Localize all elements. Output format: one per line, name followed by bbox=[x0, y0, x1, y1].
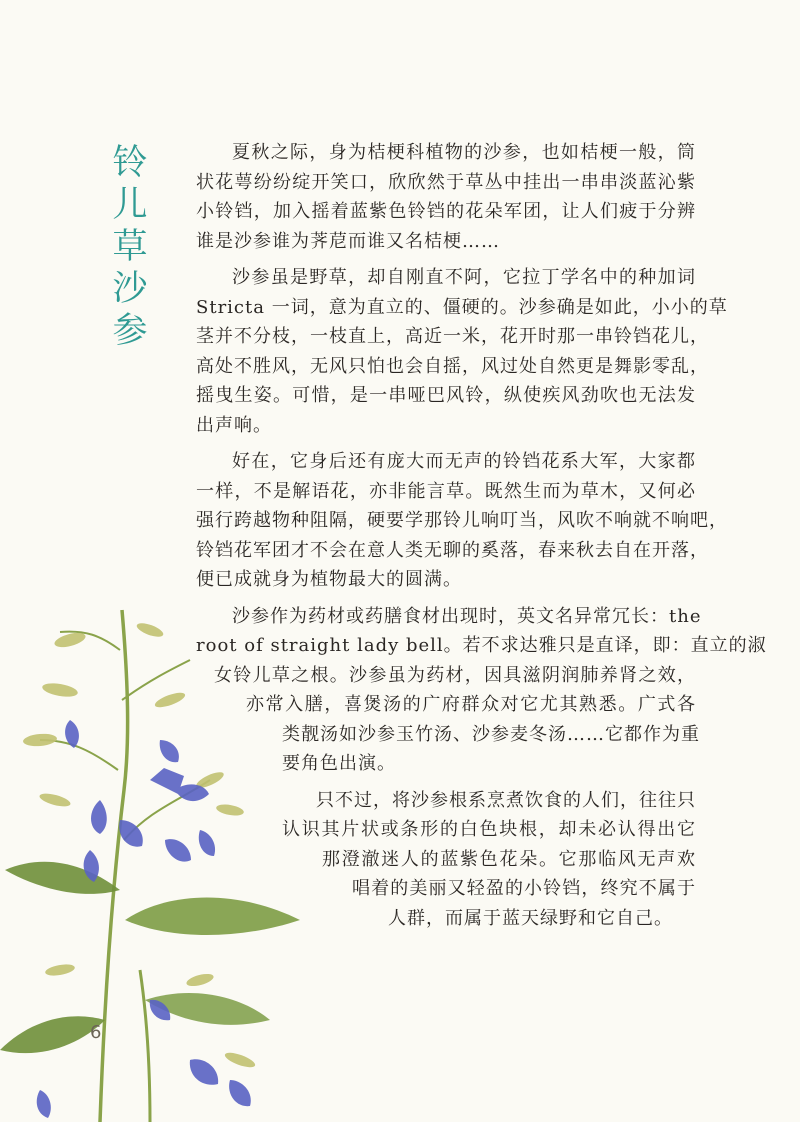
text-line: 夏秋之际，身为桔梗科植物的沙参，也如桔梗一般，筒 bbox=[232, 142, 696, 163]
text-line: 唱着的美丽又轻盈的小铃铛，终究不属于 bbox=[352, 878, 696, 899]
text-line: 便已成就身为植物最大的圆满。 bbox=[196, 569, 462, 590]
text-line: 状花萼纷纷绽开笑口，欣欣然于草丛中挂出一串串淡蓝沁紫 bbox=[196, 171, 696, 193]
text-line: 茎并不分枝，一枝直上，高近一米，花开时那一串铃铛花儿， bbox=[196, 326, 709, 347]
text-line: Stricta 一词，意为直立的、僵硬的。沙参确是如此，小小的草 bbox=[196, 296, 728, 318]
text-line: 沙参作为药材或药膳食材出现时，英文名异常冗长：the bbox=[232, 605, 702, 627]
text-line: 亦常入膳，喜煲汤的广府群众对它尤其熟悉。广式各 bbox=[246, 694, 696, 715]
text-line: 出声响。 bbox=[196, 414, 272, 436]
text-line: root of straight lady bell。若不求达雅只是直译，即：直立的淑 bbox=[196, 635, 767, 656]
text-line: 摇曳生姿。可惜，是一串哑巴风铃，纵使疾风劲吹也无法发 bbox=[196, 385, 696, 406]
page-number: 6 bbox=[90, 1022, 102, 1043]
text-line: 强行跨越物种阻隔，硬要学那铃儿响叮当，风吹不响就不响吧， bbox=[196, 510, 728, 531]
text-line: 好在，它身后还有庞大而无声的铃铛花系大军，大家都 bbox=[232, 451, 696, 472]
bellflower-plant-illustration bbox=[0, 590, 320, 1122]
text-line: 谁是沙参谁为荠苨而谁又名桔梗…… bbox=[196, 230, 500, 252]
text-line: 一样，不是解语花，亦非能言草。既然生而为草木，又何必 bbox=[196, 480, 696, 502]
text-line: 要角色出演。 bbox=[282, 753, 396, 774]
text-line: 小铃铛，加入摇着蓝紫色铃铛的花朵军团，让人们疲于分辨 bbox=[196, 201, 696, 222]
text-line: 类靓汤如沙参玉竹汤、沙参麦冬汤……它都作为重 bbox=[282, 723, 700, 745]
text-line: 沙参虽是野草，却自刚直不阿，它拉丁学名中的种加词 bbox=[232, 267, 696, 288]
text-line: 那澄澈迷人的蓝紫色花朵。它那临风无声欢 bbox=[322, 848, 696, 870]
vertical-title: 铃儿草沙参 bbox=[112, 143, 148, 351]
text-line: 高处不胜风，无风只怕也会自摇，风过处自然更是舞影零乱， bbox=[196, 355, 709, 377]
text-line: 认识其片状或条形的白色块根，却未必认得出它 bbox=[282, 819, 696, 840]
text-line: 铃铛花军团才不会在意人类无聊的奚落，春来秋去自在开落， bbox=[196, 539, 709, 561]
text-line: 只不过，将沙参根系烹煮饮食的人们，往往只 bbox=[316, 789, 696, 811]
text-line: 人群，而属于蓝天绿野和它自己。 bbox=[388, 907, 673, 929]
text-line: 女铃儿草之根。沙参虽为药材，因具滋阴润肺养肾之效， bbox=[214, 664, 696, 686]
